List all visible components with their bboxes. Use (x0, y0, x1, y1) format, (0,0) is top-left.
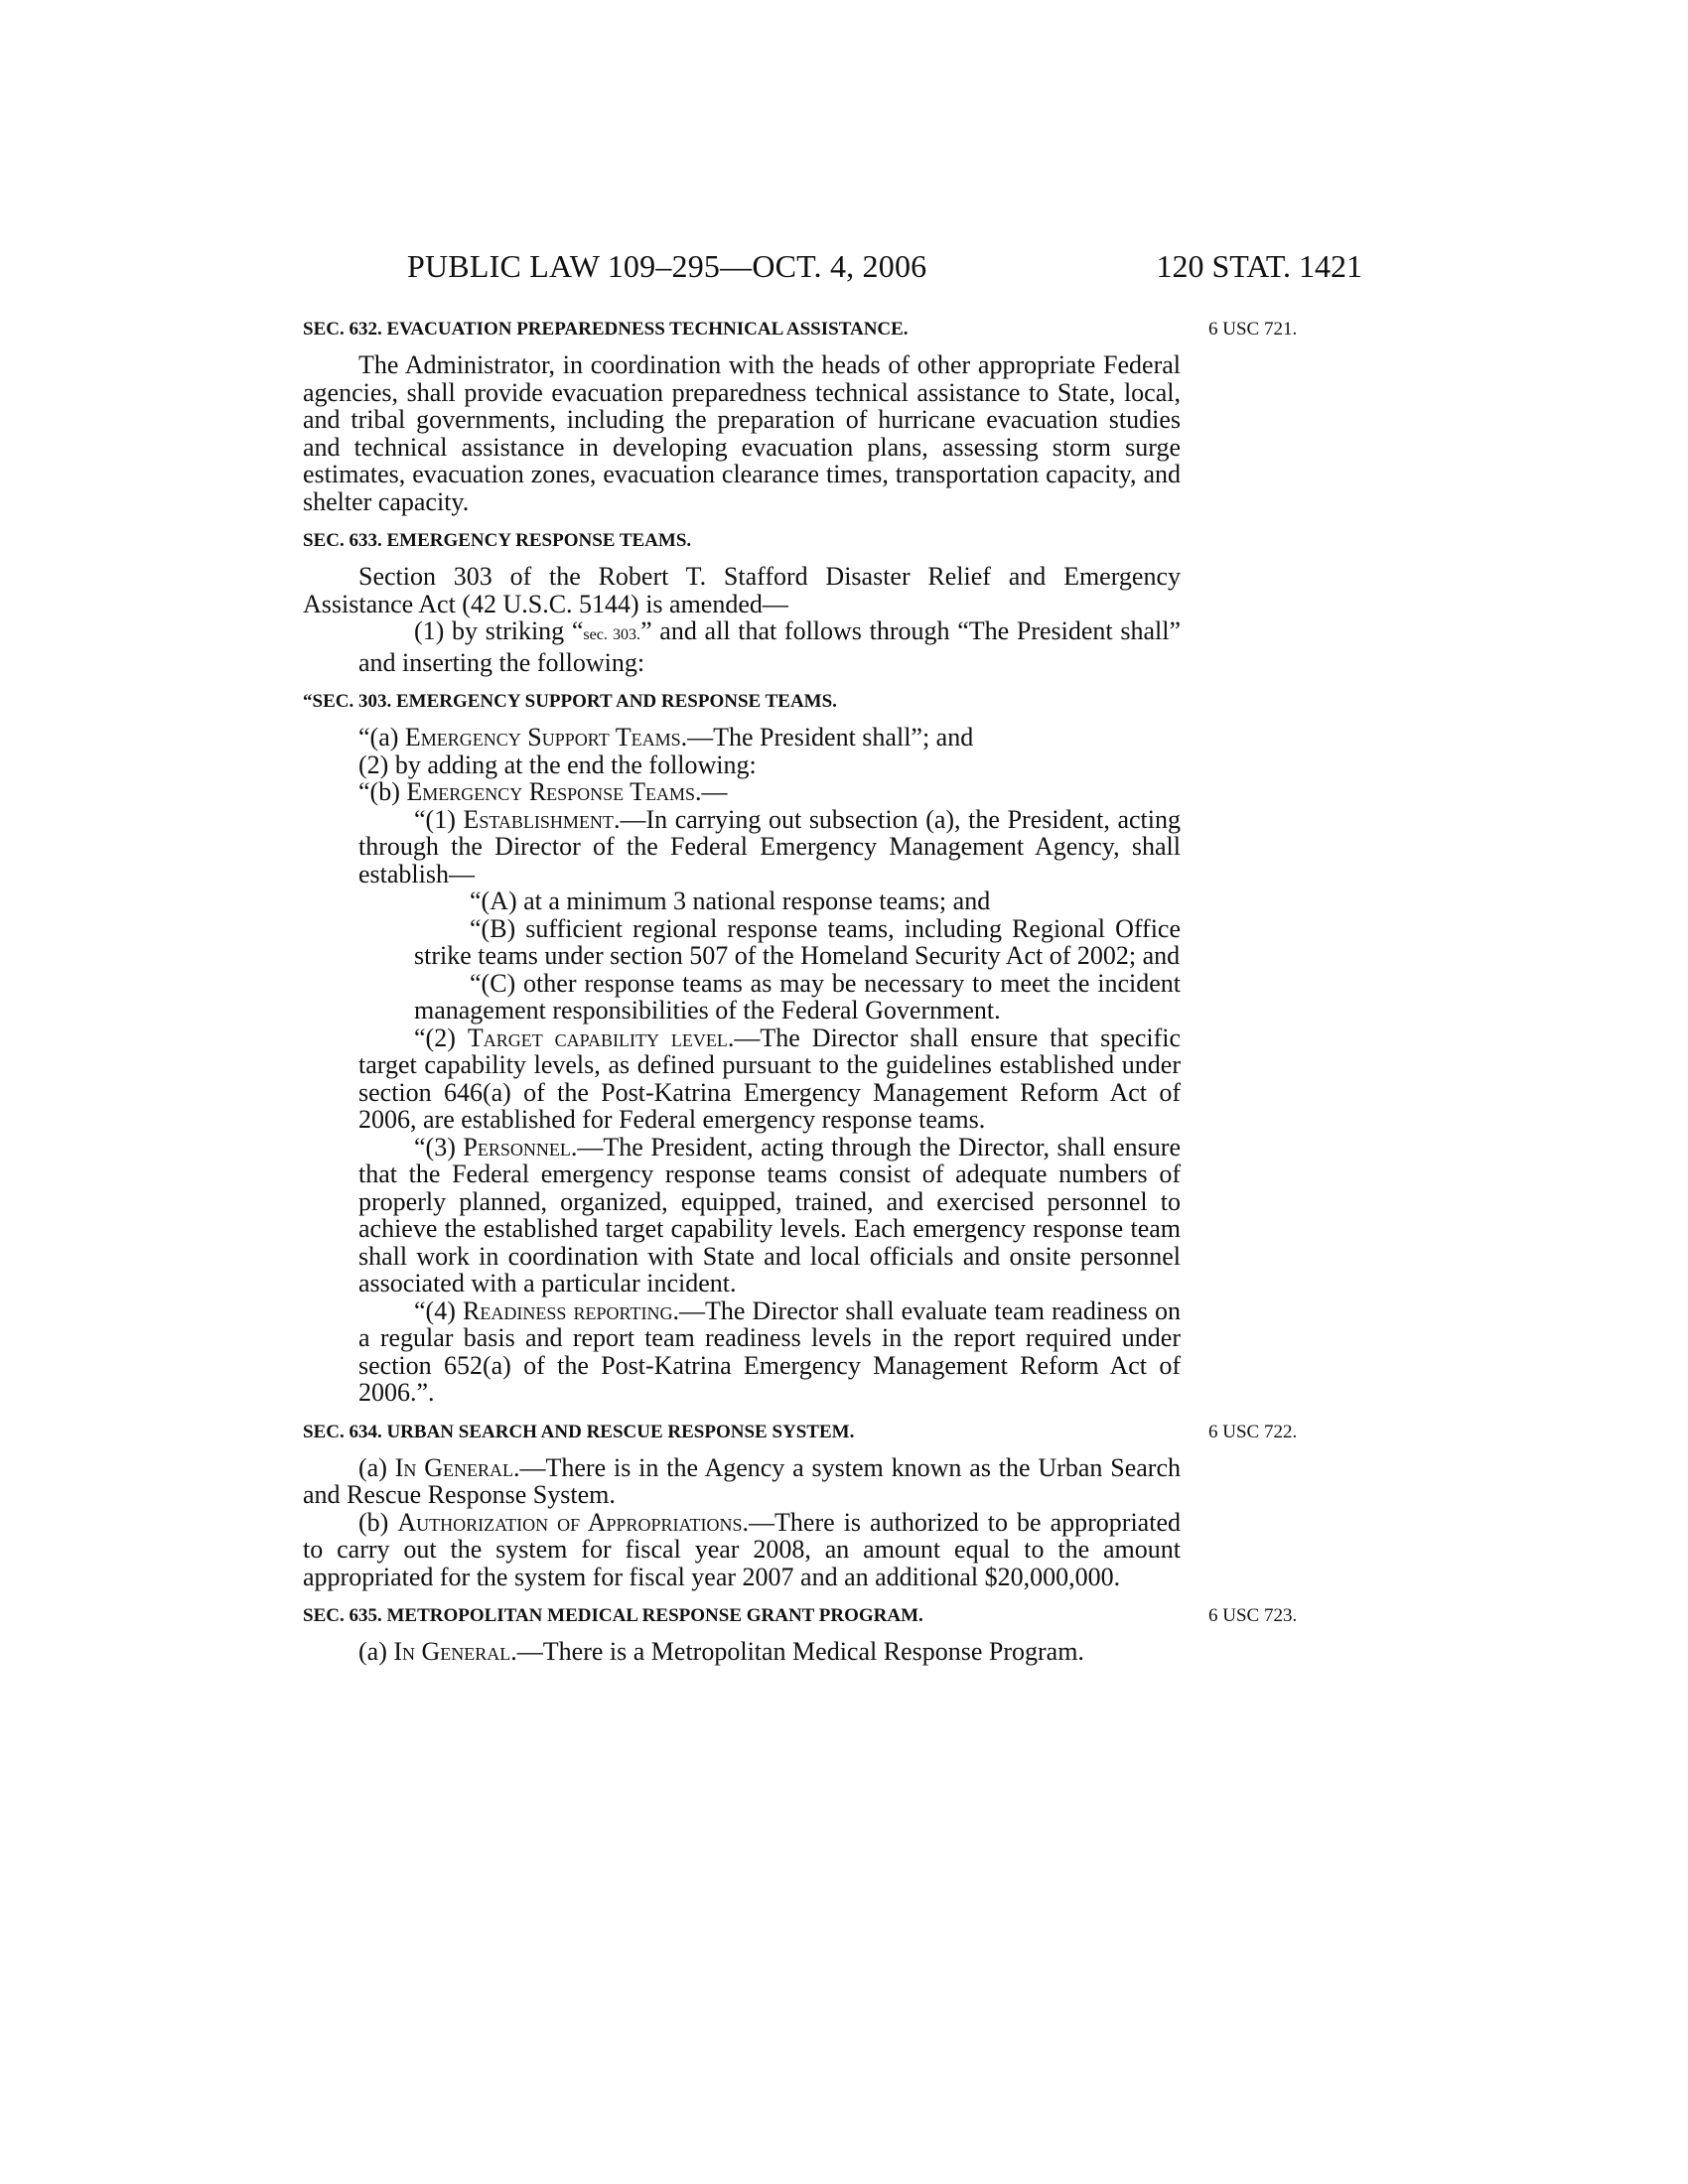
inserted-section-303-heading: “SEC. 303. EMERGENCY SUPPORT AND RESPONSE TEAMS. (303, 691, 837, 712)
subsection-a-support-teams: “(a) Emergency Support Teams.—The President shall”; and (358, 723, 974, 751)
section-634-subsection-a: (a) In General.—There is in the Agency a system known as the Urban Search and Rescue Response System. (303, 1452, 1181, 1509)
section-633-intro: Section 303 of the Robert T. Stafford Disaster Relief and Emergency Assistance Act (42 U.S.C. 5144) is amended— (303, 562, 1181, 618)
section-634-subsection-b: (b) Authorization of Appropriations.—There is authorized to be appropriated to carry out the system for fiscal year 2008, an amount equal to the amount appropriated for the system for fiscal year 2007 and an additional $20,000,000. (303, 1507, 1181, 1591)
statute-citation: 120 STAT. 1421 (1156, 248, 1362, 284)
clause-b1c: “(C) other response teams as may be necessary to meet the incident management responsibilities of the Federal Government. (414, 968, 1181, 1024)
section-634-heading: SEC. 634. URBAN SEARCH AND RESCUE RESPONSE SYSTEM. 6 USC 722. (303, 1419, 1181, 1446)
margin-note-6-usc-722: 6 USC 722. (1208, 1421, 1298, 1442)
clause-b1b: “(B) sufficient regional response teams, including Regional Office strike teams under section 507 of the Homeland Security Act of 2002; and (414, 913, 1181, 970)
clause-b1a: “(A) at a minimum 3 national response teams; and (470, 887, 991, 915)
paragraph-b2-target-capability: “(2) Target capability level.—The Director shall ensure that specific target capability levels, as defined pursuant to the guidelines established under section 646(a) of the Post-Katrina Emergency Management Reform Act of 2006, are established for Federal emergency response teams. (358, 1023, 1182, 1134)
section-635-subsection-a: (a) In General.—There is a Metropolitan Medical Response Program. (358, 1637, 1084, 1666)
section-633-item-1: (1) by striking “sec. 303.” and all that follows through “The President shall” and inserting the following: (358, 616, 1181, 677)
subsection-b-response-teams: “(b) Emergency Response Teams.— (358, 777, 728, 806)
document-body (303, 316, 1298, 1666)
section-633-item-2: (2) by adding at the end the following: (358, 750, 757, 779)
section-633-heading: SEC. 633. EMERGENCY RESPONSE TEAMS. (303, 530, 692, 551)
section-632-text: The Administrator, in coordination with the heads of other appropriate Federal agencies, shall provide evacuation preparedness technical assistance to State, local, and tribal governments, including the preparation of hurricane evacuation studies and technical assistance in developing evacuation plans, assessing storm surge estimates, evacuation zones, evacuation clearance times, transportation capacity, and shelter capacity. (303, 350, 1181, 516)
page-header (0, 248, 1688, 288)
paragraph-b3-personnel: “(3) Personnel.—The President, acting through the Director, shall ensure that the Federal emergency response teams consist of adequate numbers of properly planned, organized, equipped, trained, and exercised personnel to achieve the established target capability levels. Each emergency response team shall work in coordination with State and local officials and onsite personnel associated with a particular incident. (358, 1132, 1181, 1297)
paragraph-b1-establishment: “(1) Establishment.—In carrying out subsection (a), the President, acting through the Director of the Federal Emergency Management Agency, shall establish— (358, 804, 1181, 888)
margin-note-6-usc-723: 6 USC 723. (1208, 1605, 1298, 1626)
paragraph-b4-readiness-reporting: “(4) Readiness reporting.—The Director shall evaluate team readiness on a regular basis and report team readiness levels in the report required under section 652(a) of the Post-Katrina Emergency Management Reform Act of 2006.”. (358, 1296, 1181, 1407)
margin-note-6-usc-721: 6 USC 721. (1208, 319, 1298, 340)
section-632-heading: SEC. 632. EVACUATION PREPAREDNESS TECHNICAL ASSISTANCE. 6 USC 721. (303, 316, 1181, 343)
running-head: PUBLIC LAW 109–295—OCT. 4, 2006 (407, 248, 927, 284)
section-635-heading: SEC. 635. METROPOLITAN MEDICAL RESPONSE GRANT PROGRAM. 6 USC 723. (303, 1602, 1181, 1630)
